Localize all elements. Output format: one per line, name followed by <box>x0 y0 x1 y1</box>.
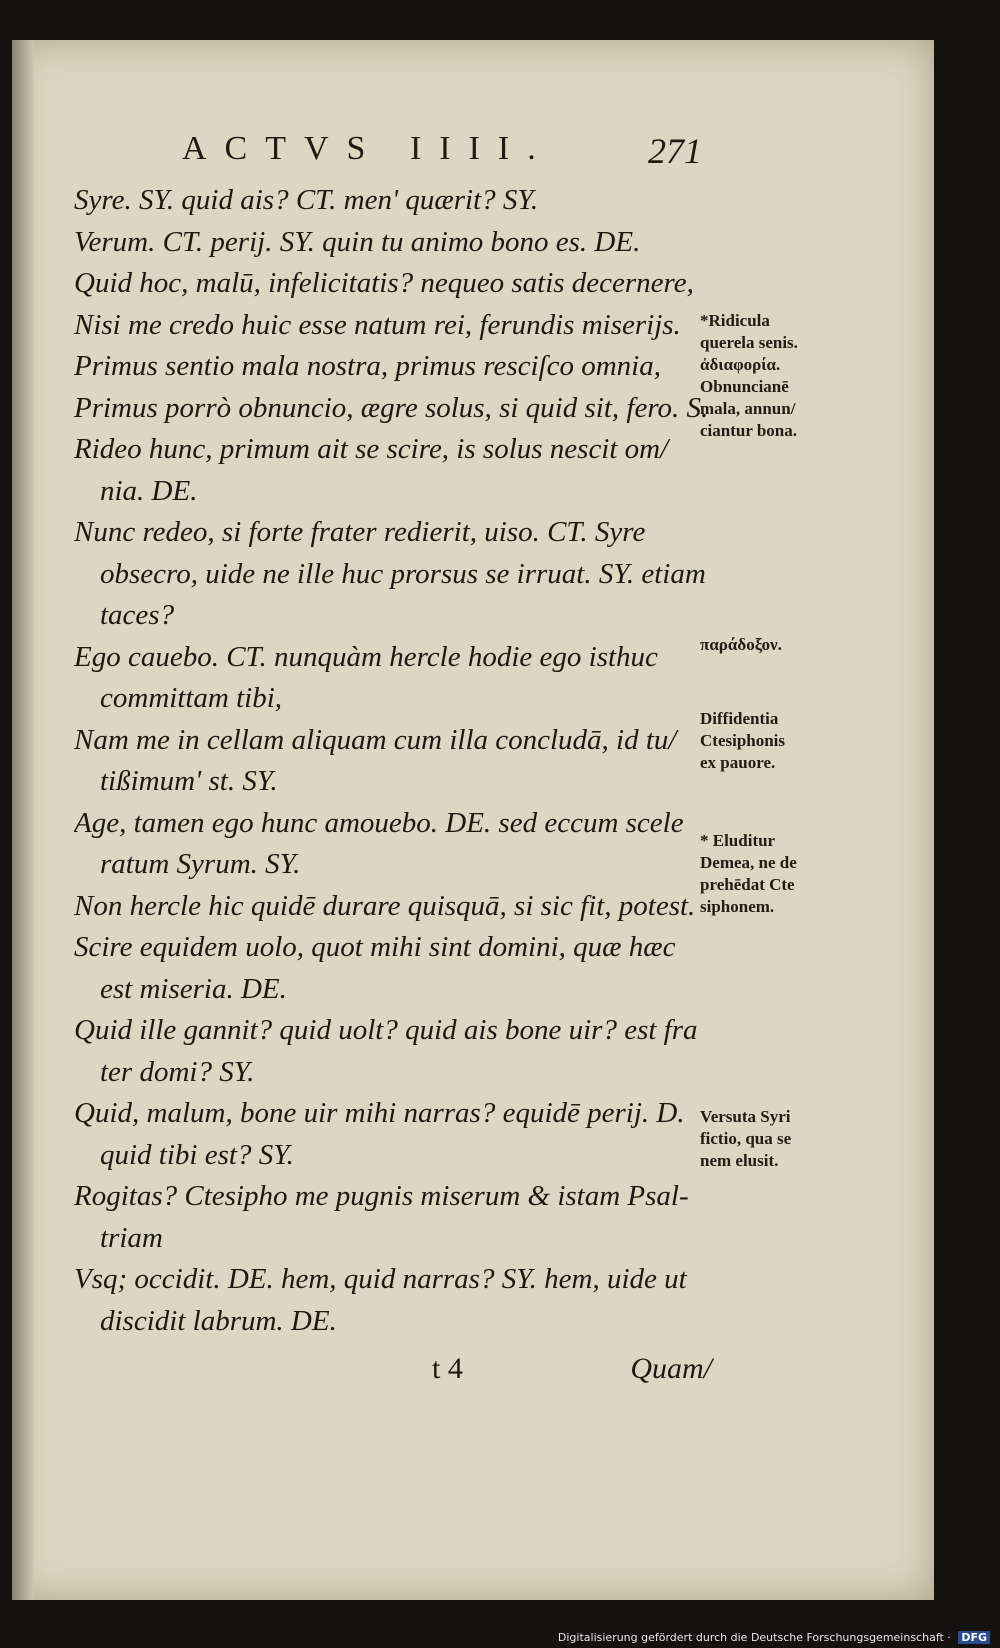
text-line: Nunc redeo, si forte frater redierit, uiso. CT. Syre <box>74 516 646 548</box>
text-line: Verum. CT. perij. SY. quin tu animo bono es. DE. <box>74 225 641 258</box>
page-number: 271 <box>648 131 702 171</box>
credit-text: Digitalisierung gefördert durch die Deutsche Forschungsgemeinschaft · <box>557 1631 951 1644</box>
text-line: Quid, malum, bone uir mihi narras? equidē perij. D. <box>74 1097 685 1129</box>
text-line: nia. DE. <box>100 474 198 507</box>
text-line: Age, tamen ego hunc amouebo. DE. sed eccum scele <box>74 806 684 839</box>
text-line: tißimum' st. SY. <box>100 765 278 797</box>
text-line: Nisi me credo huic esse natum rei, ferundis miserijs. <box>74 308 681 341</box>
text-line: est miseria. DE. <box>100 972 287 1005</box>
text-line: Primus porrò obnuncio, ægre solus, si quid sit, fero. S. <box>74 391 709 424</box>
margin-note-eluditur: * Eluditur Demea, ne de prehēdat Cte siphonem. <box>700 831 797 916</box>
text-line: Vsq; occidit. DE. hem, quid narras? SY. hem, uide ut <box>74 1263 687 1295</box>
running-head: ACTVS IIII. <box>182 130 554 167</box>
text-line: quid tibi est? SY. <box>100 1138 294 1171</box>
text-line: Non hercle hic quidē durare quisquā, si sic fit, potest. <box>74 889 696 922</box>
text-line: Rogitas? Ctesipho me pugnis miserum & istam Psal- <box>74 1180 689 1212</box>
page-edge <box>12 40 34 1600</box>
catchword: Quam/ <box>630 1352 712 1385</box>
book-page <box>12 40 934 1600</box>
margin-note-versuta: Versuta Syri fictio, qua se nem elusit. <box>700 1107 792 1170</box>
margin-note-diffidentia: Diffidentia Ctesiphonis ex pauore. <box>700 709 786 772</box>
text-line: committam tibi, <box>100 682 283 714</box>
text-line: triam <box>100 1221 163 1254</box>
dfg-logo: DFG <box>958 1631 990 1644</box>
main-text <box>74 180 714 1342</box>
text-line: obsecro, uide ne ille huc prorsus se irruat. SY. etiam <box>100 557 706 590</box>
page-footer <box>432 1352 732 1396</box>
text-line: ratum Syrum. SY. <box>100 848 301 880</box>
text-line: Syre. SY. quid ais? CT. men' quærit? SY. <box>74 184 539 216</box>
text-line: Quid ille gannit? quid uolt? quid ais bone uir? est fra <box>74 1014 698 1046</box>
text-line: taces? <box>100 599 175 631</box>
text-line: Quid hoc, malū, infelicitatis? nequeo satis decernere, <box>74 267 694 299</box>
margin-note-paradoxon: παράδοξον. <box>700 635 782 654</box>
digitization-credit <box>558 1631 990 1644</box>
text-line: discidit labrum. DE. <box>100 1304 337 1337</box>
text-line: ter domi? SY. <box>100 1055 255 1088</box>
text-line: Ego cauebo. CT. nunquàm hercle hodie ego isthuc <box>74 640 658 673</box>
text-line: Nam me in cellam aliquam cum illa concludā, id tu/ <box>74 723 677 756</box>
text-line: Rideo hunc, primum ait se scire, is solus nescit om/ <box>74 433 669 465</box>
margin-note-ridicula: *Ridicula querela senis. ἀδιαφορία. Obnuncianē mala, annun/ ciantur bona. <box>700 311 798 440</box>
page-header <box>182 130 702 180</box>
text-line: Primus sentio mala nostra, primus resciſco omnia, <box>74 350 661 382</box>
text-line: Scire equidem uolo, quot mihi sint domini, quæ hæc <box>74 931 676 963</box>
signature-mark: t 4 <box>432 1352 463 1385</box>
